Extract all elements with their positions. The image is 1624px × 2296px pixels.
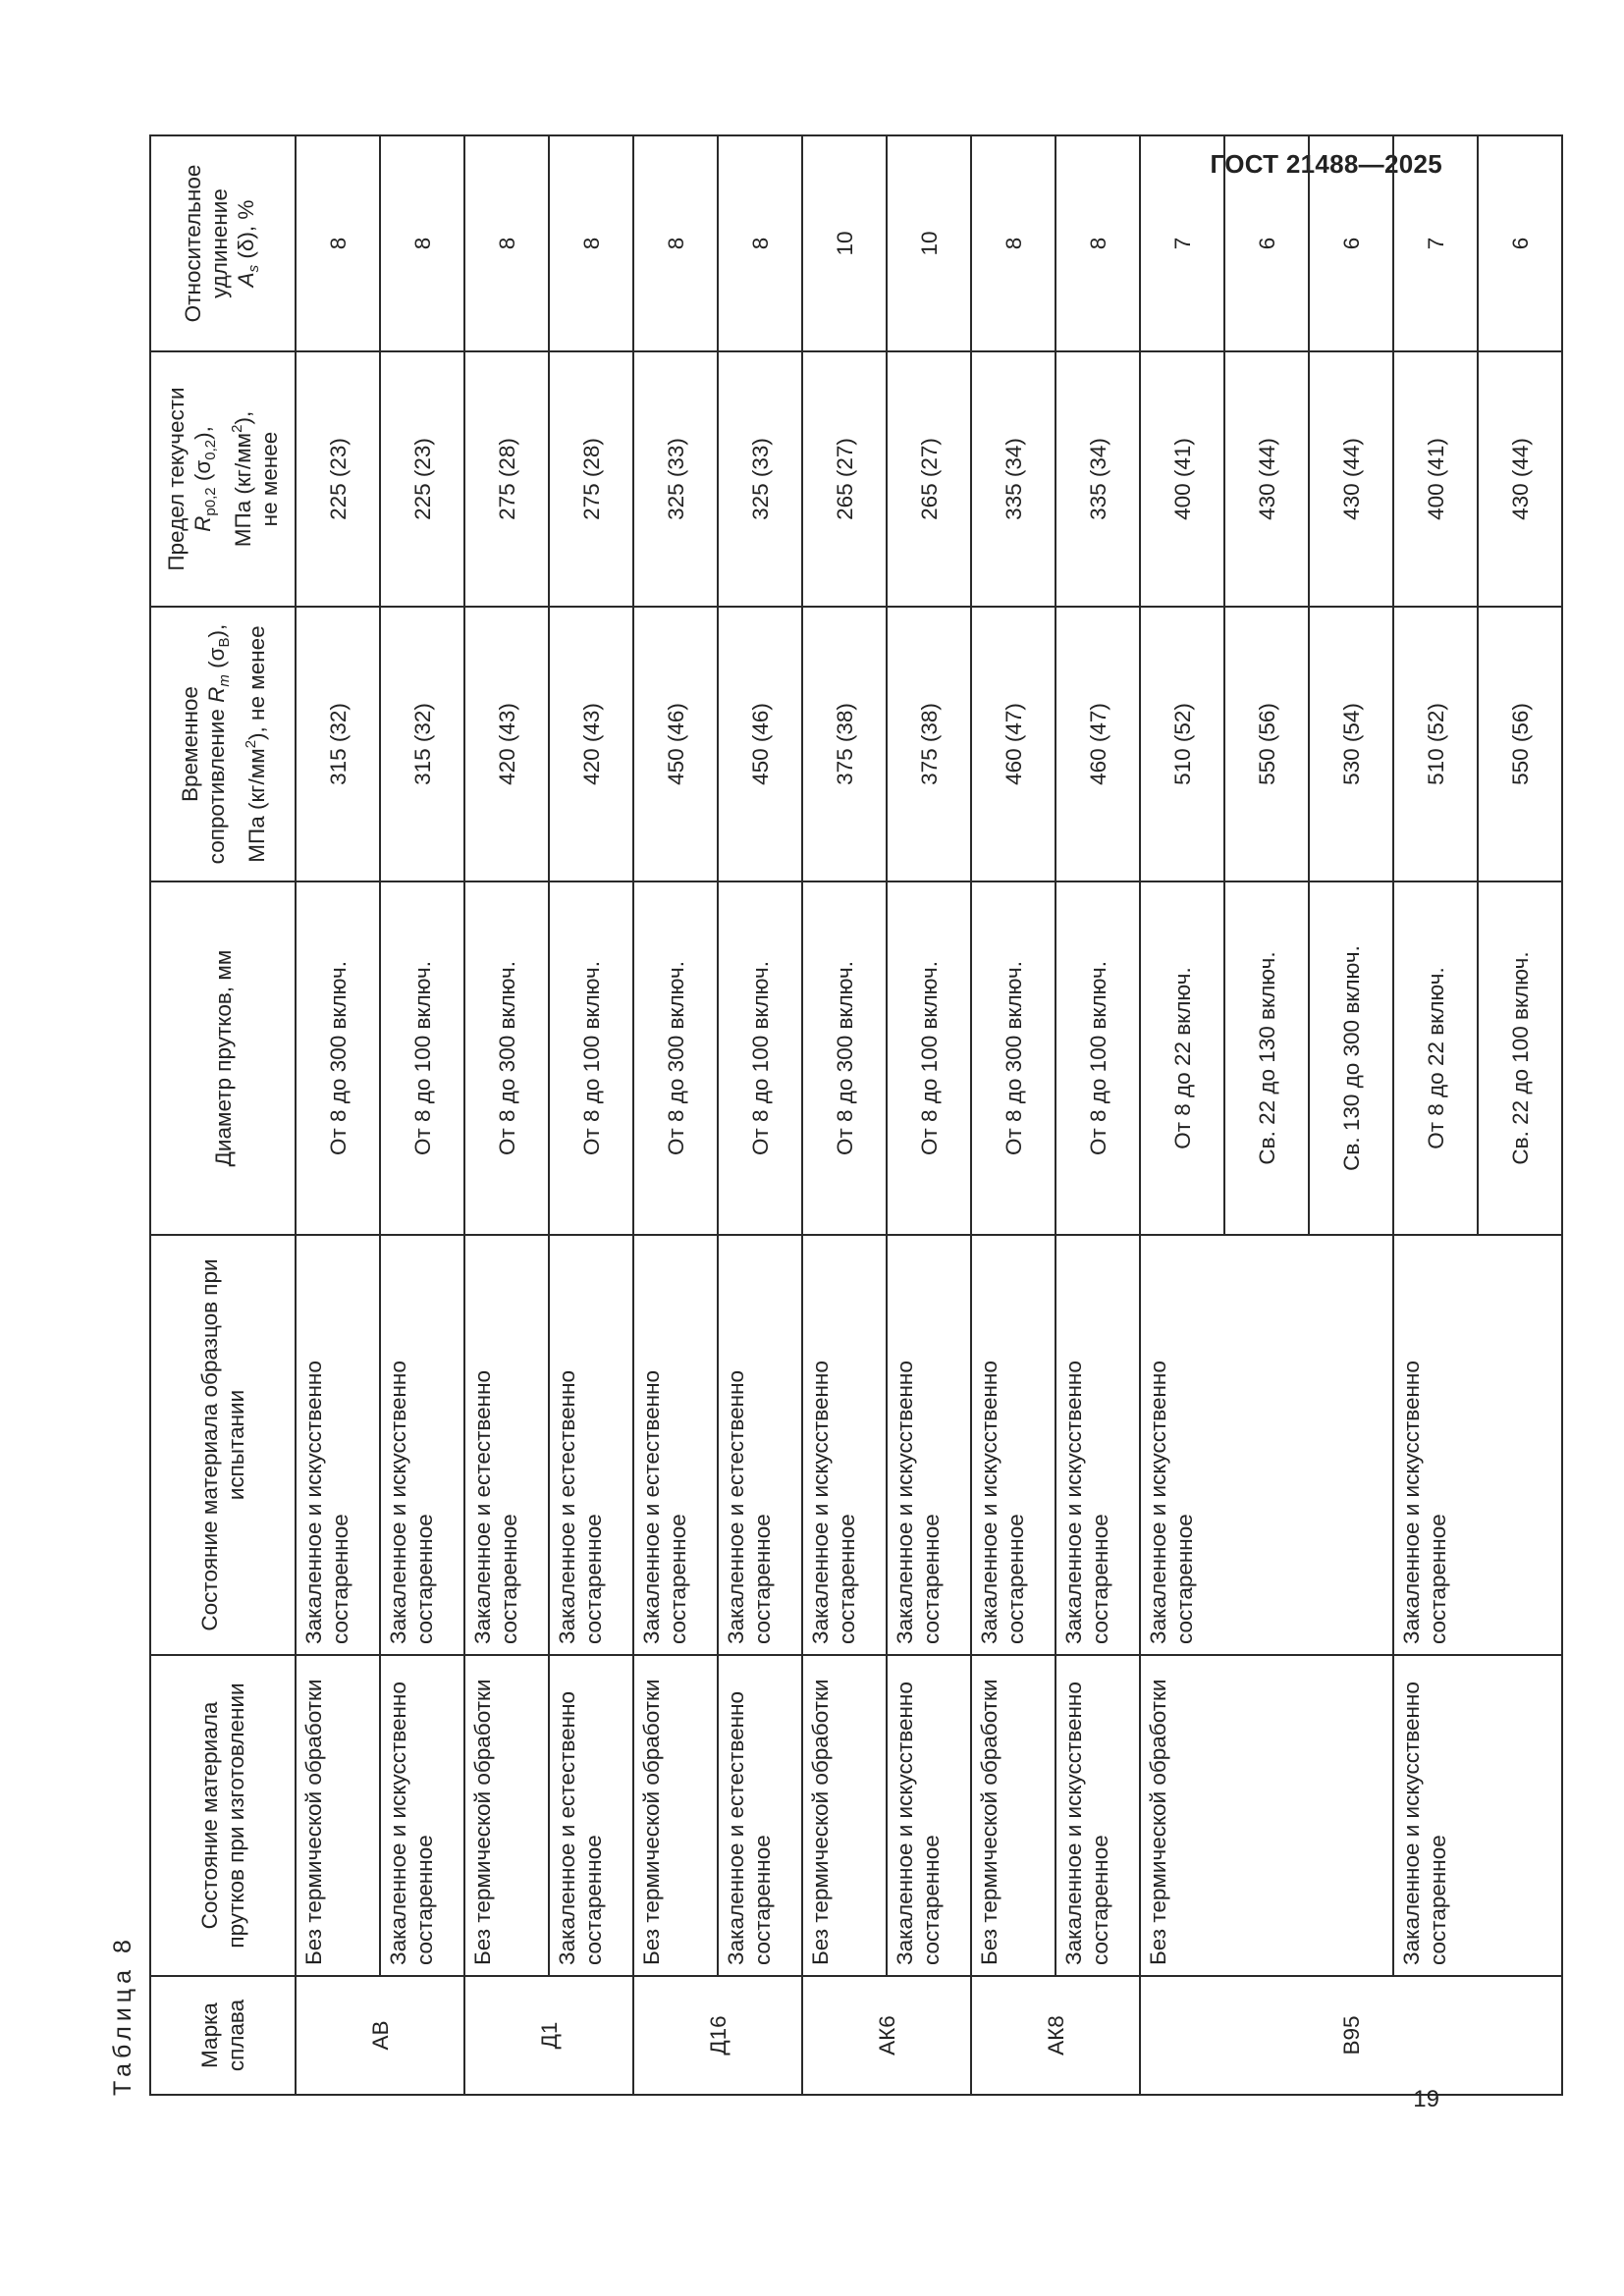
diameter-cell: От 8 до 22 включ. (1140, 881, 1224, 1235)
grade-cell: АК8 (971, 1976, 1140, 2095)
yield-cell: 275 (28) (549, 351, 633, 607)
mfg-state-cell: Без термической обработки (802, 1655, 887, 1976)
elongation-cell: 8 (633, 135, 718, 351)
diameter-cell: От 8 до 22 включ. (1393, 881, 1478, 1235)
table-row (549, 135, 633, 2095)
diameter-cell: Св. 130 до 300 включ. (1309, 881, 1393, 1235)
rotated-table-block (108, 133, 1533, 2096)
elongation-cell: 6 (1478, 135, 1562, 351)
col-header-mfg-state: Состояние материала прутков при изготовлении (150, 1655, 296, 1976)
diameter-cell: От 8 до 300 включ. (296, 881, 380, 1235)
test-state-cell: Закаленное и естественно состаренное (464, 1235, 549, 1655)
col-header-elongation: Относительное удлинение $A_s$ (δ), % (150, 135, 296, 351)
elongation-cell: 8 (718, 135, 802, 351)
col-header-yield: Предел текучести $R_{p0,2}$ $(\sigma_{0,2})$, МПа $(кг/мм^2)$, не менее (150, 351, 296, 607)
test-state-cell: Закаленное и искусственно состаренное (802, 1235, 887, 1655)
diameter-cell: От 8 до 100 включ. (1056, 881, 1140, 1235)
tensile-cell: 450 (46) (633, 607, 718, 881)
table-row (464, 135, 549, 2095)
diameter-cell: От 8 до 100 включ. (887, 881, 971, 1235)
test-state-cell: Закаленное и искусственно состаренное (380, 1235, 464, 1655)
yield-cell: 430 (44) (1478, 351, 1562, 607)
tensile-cell: 315 (32) (296, 607, 380, 881)
test-state-cell: Закаленное и искусственно состаренное (887, 1235, 971, 1655)
diameter-cell: От 8 до 300 включ. (464, 881, 549, 1235)
diameter-cell: От 8 до 100 включ. (718, 881, 802, 1235)
yield-cell: 275 (28) (464, 351, 549, 607)
tensile-cell: 315 (32) (380, 607, 464, 881)
properties-table (149, 134, 1563, 2096)
table-row (296, 135, 380, 2095)
document-header: ГОСТ 21488—2025 (1210, 149, 1442, 179)
table-row (971, 135, 1056, 2095)
mfg-state-cell: Закаленное и искусственно состаренное (380, 1655, 464, 1976)
mfg-state-cell: Закаленное и искусственно состаренное (1393, 1655, 1562, 1976)
mfg-state-cell: Без термической обработки (296, 1655, 380, 1976)
tensile-cell: 510 (52) (1140, 607, 1224, 881)
table-caption: Таблица 8 (109, 1935, 136, 2096)
yield-cell: 265 (27) (887, 351, 971, 607)
elongation-cell: 8 (464, 135, 549, 351)
tensile-cell: 510 (52) (1393, 607, 1478, 881)
yield-cell: 430 (44) (1224, 351, 1309, 607)
yield-cell: 335 (34) (971, 351, 1056, 607)
table-header-row (150, 135, 296, 2095)
mfg-state-cell: Без термической обработки (1140, 1655, 1393, 1976)
grade-cell: АК6 (802, 1976, 971, 2095)
diameter-cell: От 8 до 300 включ. (802, 881, 887, 1235)
table-row (633, 135, 718, 2095)
col-header-tensile: Временное сопротивление $R_m$ $(\sigma_В)$, МПа $(кг/мм^2)$, не менее (150, 607, 296, 881)
mfg-state-cell: Без термической обработки (633, 1655, 718, 1976)
mfg-state-cell: Закаленное и искусственно состаренное (887, 1655, 971, 1976)
yield-cell: 325 (33) (718, 351, 802, 607)
diameter-cell: Св. 22 до 100 включ. (1478, 881, 1562, 1235)
elongation-cell: 8 (549, 135, 633, 351)
page-number: 19 (1413, 2086, 1439, 2112)
grade-cell: Д1 (464, 1976, 633, 2095)
tensile-cell: 450 (46) (718, 607, 802, 881)
mfg-state-cell: Без термической обработки (971, 1655, 1056, 1976)
yield-cell: 265 (27) (802, 351, 887, 607)
yield-cell: 335 (34) (1056, 351, 1140, 607)
table-body (296, 135, 1562, 2095)
elongation-cell: 7 (1140, 135, 1224, 351)
mfg-state-cell: Без термической обработки (464, 1655, 549, 1976)
table-row (1056, 135, 1140, 2095)
elongation-cell: 8 (296, 135, 380, 351)
col-header-test-state: Состояние материала образцов при испытании (150, 1235, 296, 1655)
elongation-cell: 6 (1309, 135, 1393, 351)
yield-cell: 225 (23) (380, 351, 464, 607)
table-row (1393, 135, 1478, 2095)
grade-cell: Д16 (633, 1976, 802, 2095)
table-row (1140, 135, 1224, 2095)
table-row (802, 135, 887, 2095)
tensile-cell: 550 (56) (1224, 607, 1309, 881)
elongation-cell: 10 (887, 135, 971, 351)
mfg-state-cell: Закаленное и естественно состаренное (549, 1655, 633, 1976)
test-state-cell: Закаленное и естественно состаренное (549, 1235, 633, 1655)
diameter-cell: От 8 до 100 включ. (549, 881, 633, 1235)
test-state-cell: Закаленное и искусственно состаренное (1140, 1235, 1393, 1655)
test-state-cell: Закаленное и искусственно состаренное (1393, 1235, 1562, 1655)
diameter-cell: От 8 до 100 включ. (380, 881, 464, 1235)
table-row (887, 135, 971, 2095)
mfg-state-cell: Закаленное и естественно состаренное (718, 1655, 802, 1976)
elongation-cell: 8 (1056, 135, 1140, 351)
tensile-cell: 460 (47) (971, 607, 1056, 881)
test-state-cell: Закаленное и искусственно состаренное (296, 1235, 380, 1655)
tensile-cell: 375 (38) (887, 607, 971, 881)
yield-cell: 400 (41) (1393, 351, 1478, 607)
yield-cell: 325 (33) (633, 351, 718, 607)
table-row (718, 135, 802, 2095)
col-header-diameter: Диаметр прутков, мм (150, 881, 296, 1235)
tensile-cell: 420 (43) (549, 607, 633, 881)
tensile-cell: 375 (38) (802, 607, 887, 881)
col-header-grade: Марка сплава (150, 1976, 296, 2095)
tensile-cell: 420 (43) (464, 607, 549, 881)
yield-cell: 430 (44) (1309, 351, 1393, 607)
grade-cell: В95 (1140, 1976, 1562, 2095)
test-state-cell: Закаленное и искусственно состаренное (1056, 1235, 1140, 1655)
diameter-cell: От 8 до 300 включ. (971, 881, 1056, 1235)
diameter-cell: Св. 22 до 130 включ. (1224, 881, 1309, 1235)
test-state-cell: Закаленное и естественно состаренное (633, 1235, 718, 1655)
test-state-cell: Закаленное и искусственно состаренное (971, 1235, 1056, 1655)
table-row (380, 135, 464, 2095)
elongation-cell: 8 (971, 135, 1056, 351)
elongation-cell: 8 (380, 135, 464, 351)
elongation-cell: 10 (802, 135, 887, 351)
tensile-cell: 550 (56) (1478, 607, 1562, 881)
elongation-cell: 7 (1393, 135, 1478, 351)
yield-cell: 400 (41) (1140, 351, 1224, 607)
yield-cell: 225 (23) (296, 351, 380, 607)
elongation-cell: 6 (1224, 135, 1309, 351)
tensile-cell: 530 (54) (1309, 607, 1393, 881)
test-state-cell: Закаленное и естественно состаренное (718, 1235, 802, 1655)
mfg-state-cell: Закаленное и искусственно состаренное (1056, 1655, 1140, 1976)
grade-cell: АВ (296, 1976, 464, 2095)
diameter-cell: От 8 до 300 включ. (633, 881, 718, 1235)
tensile-cell: 460 (47) (1056, 607, 1140, 881)
